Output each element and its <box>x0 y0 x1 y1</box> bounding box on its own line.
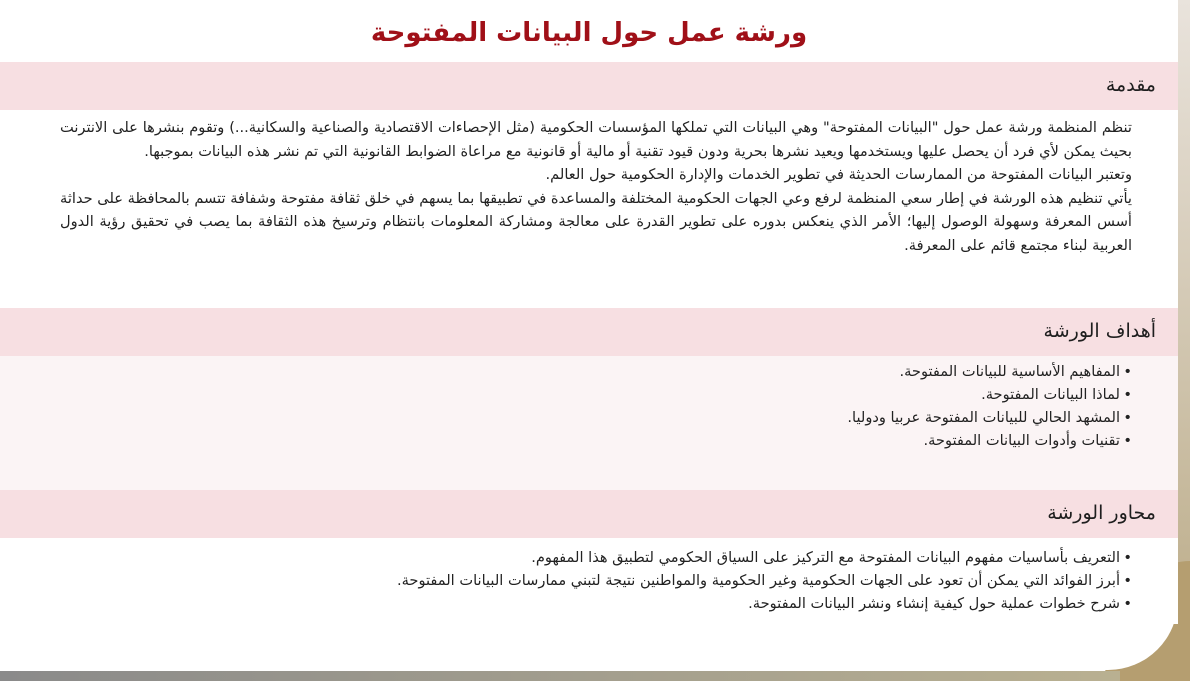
goals-list <box>60 360 1132 452</box>
list-item: • المفاهيم الأساسية للبيانات المفتوحة. <box>60 360 1132 383</box>
intro-paragraph-3: يأتي تنظيم هذه الورشة في إطار سعي المنظمة لرفع وعي الجهات الحكومية المختلفة والمساعدة في تطبيقها بما يسهم في خلق ثقافة مفتوحة وشفافة تتسم بالمحافظة على حداثة أسس المعرفة وسهولة الوصول إليها؛ الأمر الذي ينعكس بدوره على تطوير القدرة على معالجة ومشاركة المعلومات بانتظام وترسيخ هذه الثقافة بما يصب في تحقيق رؤية الدول العربية لبناء مجتمع قائم على المعرفة. <box>60 189 1132 254</box>
section-heading-topics: محاور الورشة <box>0 490 1178 538</box>
section-heading-intro: مقدمة <box>0 62 1178 110</box>
list-item: • المشهد الحالي للبيانات المفتوحة عربيا ودوليا. <box>60 406 1132 429</box>
intro-paragraph-2: وتعتبر البيانات المفتوحة من الممارسات الحديثة في تطوير الخدمات والإدارة الحكومية حول العالم. <box>545 166 1132 183</box>
list-item: • أبرز الفوائد التي يمكن أن تعود على الجهات الحكومية وغير الحكومية والمواطنين نتيجة لتبني ممارسات البيانات المفتوحة. <box>60 569 1132 592</box>
section-body-topics <box>0 538 1178 624</box>
list-item: • شرح خطوات عملية حول كيفية إنشاء ونشر البيانات المفتوحة. <box>60 592 1132 615</box>
list-item: • التعريف بأساسيات مفهوم البيانات المفتوحة مع التركيز على السياق الحكومي لتطبيق هذا المفهوم. <box>60 546 1132 569</box>
section-intro <box>0 62 1178 308</box>
section-heading-goals: أهداف الورشة <box>0 308 1178 356</box>
list-item: • لماذا البيانات المفتوحة. <box>60 383 1132 406</box>
section-topics <box>0 490 1178 624</box>
topics-list <box>60 546 1132 615</box>
section-goals <box>0 308 1178 490</box>
page-title: ورشة عمل حول البيانات المفتوحة <box>370 18 808 48</box>
section-body-goals <box>0 356 1178 490</box>
section-body-intro <box>0 110 1178 308</box>
list-item: • تقنيات وأدوات البيانات المفتوحة. <box>60 429 1132 452</box>
intro-paragraph-1: تنظم المنظمة ورشة عمل حول "البيانات المفتوحة" وهي البيانات التي تملكها المؤسسات الحكومية (مثل الإحصاءات الاقتصادية والصناعية والسكانية...) وتقوم بنشرها على الانترنت بحيث يمكن لأي فرد أن يحصل عليها ويستخدمها ويعيد نشرها بحرية ودون قيود تقنية أو مالية أو قانونية مع مراعاة الضوابط القانونية التي تم نشر هذه البيانات بموجبها. <box>60 119 1132 160</box>
decorative-bottom-bar <box>0 671 1120 681</box>
